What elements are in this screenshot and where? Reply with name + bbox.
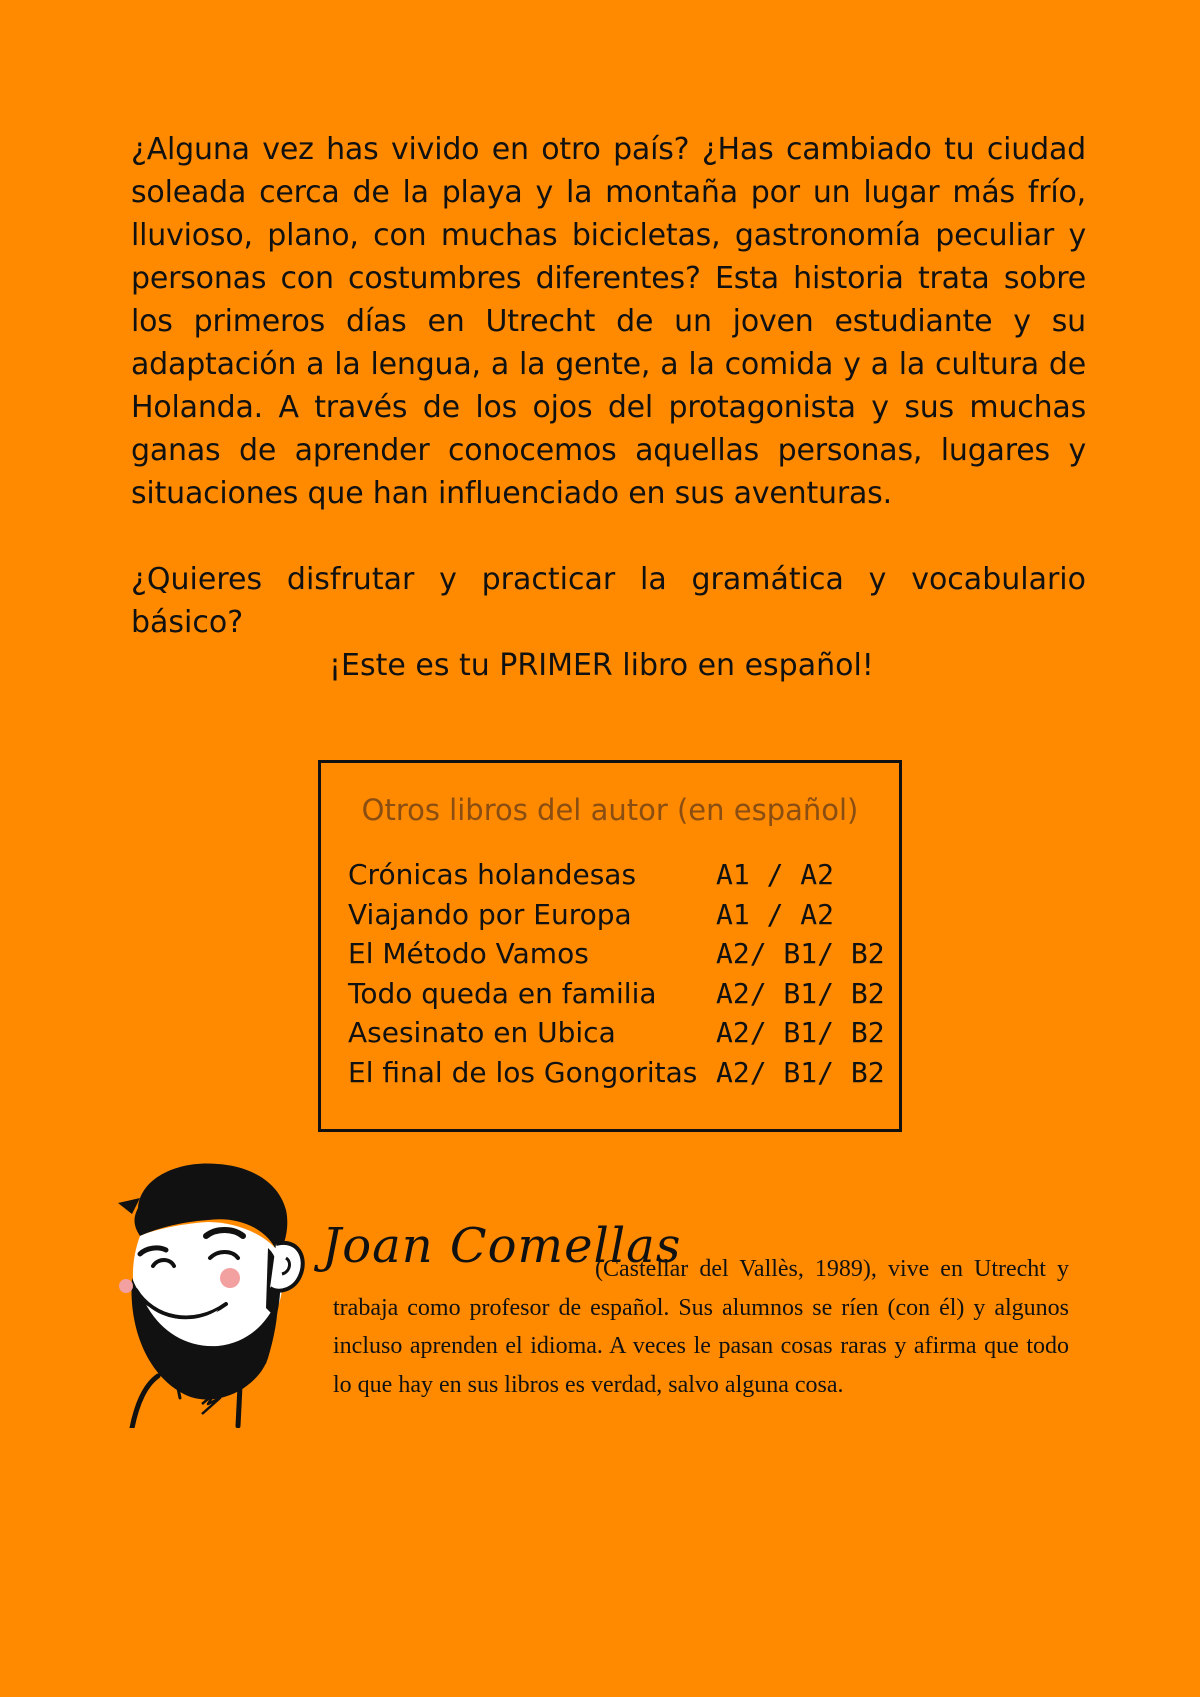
book-item (348, 857, 888, 897)
book-level: A2/ B1/ B2 (716, 976, 885, 1010)
book-level: A2/ B1/ B2 (716, 1055, 885, 1089)
author-bio-text: (Castellar del Vallès, 1989), vive en Utrecht y trabaja como profesor de español. Sus alumnos se ríen (con él) y algunos incluso aprenden el idioma. A veces le pasan cosas raras y afirma que todo lo que hay en sus libros es verdad, salvo alguna cosa. (333, 1256, 1069, 1398)
practice-question-text: ¿Quieres disfrutar y practicar la gramática y vocabulario básico? (131, 562, 1086, 640)
book-list (348, 857, 888, 1094)
book-item (348, 976, 888, 1016)
other-books-box (318, 760, 902, 1132)
author-portrait-icon (118, 1158, 308, 1428)
book-item (348, 1055, 888, 1095)
tagline: ¡Este es tu PRIMER libro en español! (329, 648, 874, 683)
blurb-paragraph: ¿Alguna vez has vivido en otro país? ¿Has cambiado tu ciudad soleada cerca de la playa y la montaña por un lugar más frío, lluvioso, plano, con muchas bicicletas, gastronomía peculiar y personas con costumbres diferentes? Esta historia trata sobre los primeros días en Utrecht de un joven estudiante y su adaptación a la lengua, a la gente, a la comida y a la cultura de Holanda. A través de los ojos del protagonista y sus muchas ganas de aprender conocemos aquellas personas, lugares y situaciones que han influenciado en sus aventuras. (131, 132, 1086, 511)
book-title: Crónicas holandesas (348, 858, 637, 891)
book-item (348, 897, 888, 937)
book-item (348, 1015, 888, 1055)
book-title: Asesinato en Ubica (348, 1016, 616, 1049)
other-books-title: Otros libros del autor (en español) (361, 793, 859, 827)
book-title: El final de los Gongoritas (348, 1055, 698, 1089)
author-bio (333, 1250, 1069, 1404)
book-title: Viajando por Europa (348, 897, 632, 931)
book-level: A2/ B1/ B2 (716, 937, 885, 970)
author-name: Joan Comellas (322, 1218, 682, 1274)
book-level: A1 / A2 (716, 858, 835, 891)
book-title: Todo queda en familia (348, 976, 657, 1010)
book-level: A1 / A2 (716, 897, 835, 931)
practice-question (131, 558, 1086, 644)
book-title: El Método Vamos (348, 937, 589, 970)
book-level: A2/ B1/ B2 (716, 1016, 885, 1049)
blurb-text (131, 128, 1086, 515)
book-item (348, 936, 888, 976)
